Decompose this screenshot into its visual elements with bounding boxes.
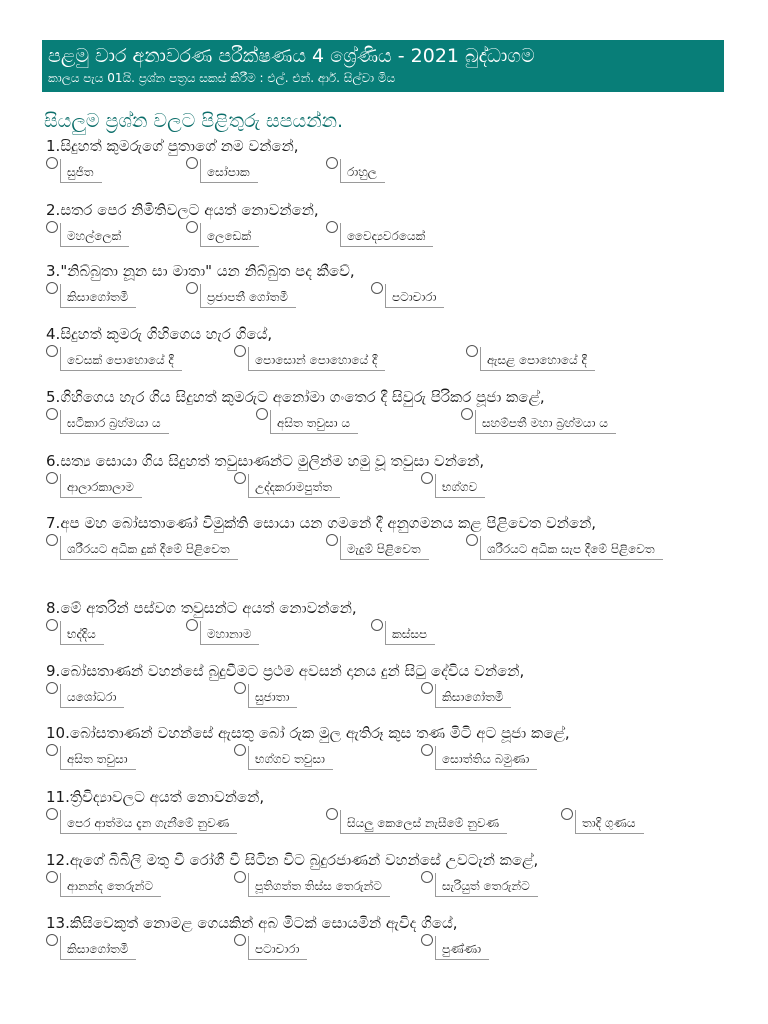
question-11: [46, 786, 736, 836]
question-text: [46, 386, 736, 408]
radio-button[interactable]: [326, 808, 338, 820]
answer-option[interactable]: [186, 223, 259, 247]
question-13: [46, 912, 736, 962]
question-6: [46, 450, 736, 500]
question-8: [46, 597, 736, 647]
option-label: අසිත තවුසා ය: [270, 410, 358, 434]
answer-option[interactable]: [421, 684, 511, 708]
option-label: කිසාගෝතමී: [60, 284, 136, 308]
question-3: [46, 260, 736, 310]
question-text: [46, 597, 736, 619]
option-label: පටාචාරා: [248, 936, 307, 960]
question-number: 4.: [46, 325, 61, 343]
question-body: බෝසතාණන් වහන්සේ ඇසතු බෝ රුක මුල ඇතිරූ කුස තණ මිටි අට පූජා කළේ,: [69, 724, 570, 742]
option-label: ශරීරයට අධික දුක් දීමේ පිළිවෙත: [60, 536, 238, 560]
answer-options: [46, 284, 736, 310]
question-9: [46, 660, 736, 710]
answer-option[interactable]: [421, 746, 537, 770]
answer-option[interactable]: [371, 284, 444, 308]
option-label: උද්දකරාමපුත්ත: [248, 474, 340, 498]
answer-option[interactable]: [186, 621, 259, 645]
option-label: සැරියුත් තෙරුන්ට: [435, 873, 538, 897]
option-label: සුජිත: [60, 159, 102, 183]
option-label: සියලු කෙලෙස් නැසීමේ නුවණ: [340, 810, 507, 834]
option-label: ශරීරයට අධික සැප දීමේ පිළිවෙත: [480, 536, 663, 560]
radio-button[interactable]: [326, 221, 338, 233]
question-text: [46, 135, 736, 157]
option-label: ඝටීකාර බ්‍රහ්මයා ය: [60, 410, 169, 434]
question-number: 5.: [46, 388, 61, 406]
radio-button[interactable]: [421, 744, 433, 756]
answer-option[interactable]: [46, 873, 161, 897]
radio-button[interactable]: [46, 871, 58, 883]
question-body: සිදුහත් කුමරු ගිහිගෙය හැර ගියේ,: [60, 325, 273, 343]
answer-option[interactable]: [46, 746, 136, 770]
question-4: [46, 323, 736, 373]
radio-button[interactable]: [461, 408, 473, 420]
option-label: මහල්ලෙක්: [60, 223, 129, 247]
question-number: 3.: [46, 262, 61, 280]
radio-button[interactable]: [371, 282, 383, 294]
question-body: "නිබ්බුතා නූන සා මාතා" යන නිබ්බුත පද කීවේ,: [60, 262, 355, 280]
question-body: අප මහ බෝසතාණෝ විමුක්ති සොයා යන ගමනේ දී අනුගමනය කළ පිළිවෙත වන්නේ,: [60, 514, 597, 532]
option-label: කිසාගෝතමී: [435, 684, 511, 708]
radio-button[interactable]: [466, 534, 478, 546]
answer-option[interactable]: [46, 474, 142, 498]
radio-button[interactable]: [46, 934, 58, 946]
radio-button[interactable]: [561, 808, 573, 820]
answer-option[interactable]: [421, 474, 485, 498]
option-label: ආලාරකාලාම: [60, 474, 142, 498]
instruction-text: සියලුම ප්‍රශ්න වලට පිළිතුරු සපයන්න.: [44, 110, 344, 132]
answer-options: [46, 621, 736, 647]
option-label: සහම්පතී මහා බ්‍රහ්මයා ය: [475, 410, 616, 434]
answer-option[interactable]: [234, 474, 340, 498]
radio-button[interactable]: [234, 682, 246, 694]
answer-options: [46, 936, 736, 962]
radio-button[interactable]: [46, 534, 58, 546]
question-2: [46, 199, 736, 249]
radio-button[interactable]: [256, 408, 268, 420]
option-label: මැදුම් පිළිවෙත: [340, 536, 429, 560]
answer-option[interactable]: [234, 746, 333, 770]
question-number: 6.: [46, 452, 61, 470]
answer-option[interactable]: [46, 684, 124, 708]
radio-button[interactable]: [466, 345, 478, 357]
radio-button[interactable]: [46, 744, 58, 756]
radio-button[interactable]: [186, 221, 198, 233]
radio-button[interactable]: [234, 472, 246, 484]
question-number: 2.: [46, 201, 61, 219]
answer-option[interactable]: [421, 936, 489, 960]
question-7: [46, 512, 736, 562]
question-text: [46, 199, 736, 221]
question-10: [46, 722, 736, 772]
option-label: සොත්තිය බමුණා: [435, 746, 537, 770]
header-banner: [42, 40, 724, 92]
answer-options: [46, 684, 736, 710]
answer-option[interactable]: [234, 873, 390, 897]
question-number: 1.: [46, 137, 61, 155]
question-number: 10.: [46, 724, 70, 742]
question-text: [46, 912, 736, 934]
question-body: ගිහිගෙය හැර ගිය සිදුහත් කුමරුට අනෝමා ගංතෙර දී සිවුරු පිරිකර පූජා කළේ,: [60, 388, 545, 406]
question-5: [46, 386, 736, 436]
radio-button[interactable]: [46, 345, 58, 357]
answer-option[interactable]: [421, 873, 538, 897]
answer-option[interactable]: [466, 536, 663, 560]
option-label: අසිත තවුසා: [60, 746, 136, 770]
option-label: සෝපාක: [200, 159, 258, 183]
answer-option[interactable]: [46, 284, 136, 308]
option-label: ප්‍රජාපතී ගෝතමී: [200, 284, 296, 308]
question-body: ඇගේ බිබිලි මතු වී රෝගී වී සිටින විට බුදුරජාණන් වහන්සේ උවටැන් කළේ,: [69, 851, 539, 869]
option-label: සුජාතා: [248, 684, 297, 708]
question-number: 11.: [46, 788, 70, 806]
option-label: ලෙඩෙක්: [200, 223, 259, 247]
question-body: සත්‍ය සොයා ගිය සිදුහත් තවුසාණන්ට මුලින්ම හමු වූ තවුසා වන්නේ,: [60, 452, 485, 470]
radio-button[interactable]: [371, 619, 383, 631]
answer-option[interactable]: [256, 410, 358, 434]
option-label: කිසාගෝතමී: [60, 936, 136, 960]
answer-option[interactable]: [46, 159, 102, 183]
answer-option[interactable]: [46, 347, 182, 371]
question-number: 13.: [46, 914, 70, 932]
option-label: ඇසළ පොහොයේ දී: [480, 347, 595, 371]
option-label: පටාචාරා: [385, 284, 444, 308]
answer-option[interactable]: [326, 223, 433, 247]
answer-option[interactable]: [46, 810, 237, 834]
question-number: 9.: [46, 662, 61, 680]
radio-button[interactable]: [46, 808, 58, 820]
option-label: භද්දිය: [60, 621, 104, 645]
radio-button[interactable]: [234, 345, 246, 357]
option-label: කස්සප: [385, 621, 435, 645]
answer-option[interactable]: [234, 684, 297, 708]
exam-title: පළමු වාර අනාවරණ පරීක්ෂණය 4 ශ්‍රේණිය - 2021 බුද්ධාගම: [48, 45, 535, 67]
question-body: කිසිවෙකුත් නොමළ ගෙයකින් අබ මිටක් සොයමින් ඇවිද ගියේ,: [69, 914, 458, 932]
answer-options: [46, 474, 736, 500]
question-number: 12.: [46, 851, 70, 869]
answer-options: [46, 410, 736, 436]
exam-subtitle: කාලය පැය 01යි. ප්‍රශ්න පත්‍රය සකස් කිරීම : එල්. එන්. ආර්. සිල්වා මිය: [48, 71, 396, 85]
answer-option[interactable]: [46, 410, 169, 434]
radio-button[interactable]: [421, 472, 433, 484]
answer-option[interactable]: [326, 159, 385, 183]
radio-button[interactable]: [234, 934, 246, 946]
option-label: පොසොන් පොහොයේ දී: [248, 347, 385, 371]
answer-option[interactable]: [46, 621, 104, 645]
option-label: වෛද්‍යවරයෙක්: [340, 223, 433, 247]
answer-options: [46, 810, 736, 836]
answer-options: [46, 873, 736, 899]
option-label: වෙසක් පොහොයේ දී: [60, 347, 182, 371]
option-label: රාහුල: [340, 159, 385, 183]
radio-button[interactable]: [326, 534, 338, 546]
question-text: [46, 722, 736, 744]
answer-option[interactable]: [234, 347, 385, 371]
radio-button[interactable]: [46, 408, 58, 420]
radio-button[interactable]: [186, 282, 198, 294]
option-label: භග්ගව තවුසා: [248, 746, 333, 770]
option-label: මහානාම: [200, 621, 259, 645]
question-body: ත්‍රිවිද්‍යාවලට අයත් නොවන්නේ,: [69, 788, 265, 806]
radio-button[interactable]: [421, 934, 433, 946]
answer-options: [46, 159, 736, 185]
question-body: බෝසතාණන් වහන්සේ බුදුවීමට ප්‍රථම අවසන් දානය දුන් සිටු දේවිය වන්නේ,: [60, 662, 525, 680]
answer-options: [46, 223, 736, 249]
option-label: පෙර ආත්මය දැන ගැනීමේ නුවණ: [60, 810, 237, 834]
option-label: ආනන්ද තෙරුන්ට: [60, 873, 161, 897]
answer-option[interactable]: [186, 159, 258, 183]
option-label: තාදි ගුණය: [575, 810, 644, 834]
answer-option[interactable]: [466, 347, 595, 371]
radio-button[interactable]: [186, 619, 198, 631]
radio-button[interactable]: [46, 472, 58, 484]
answer-options: [46, 746, 736, 772]
option-label: පුණ්ණා: [435, 936, 489, 960]
question-text: [46, 786, 736, 808]
question-12: [46, 849, 736, 899]
radio-button[interactable]: [326, 157, 338, 169]
radio-button[interactable]: [46, 157, 58, 169]
question-number: 7.: [46, 514, 61, 532]
answer-options: [46, 347, 736, 373]
question-body: මේ අතරින් පස්වග තවුසන්ට අයත් නොවන්නේ,: [60, 599, 357, 617]
question-1: [46, 135, 736, 185]
question-body: සතර පෙර නිමිතිවලට අයත් නොවන්නේ,: [60, 201, 319, 219]
radio-button[interactable]: [186, 157, 198, 169]
radio-button[interactable]: [421, 871, 433, 883]
option-label: යශෝධරා: [60, 684, 124, 708]
question-text: [46, 512, 736, 534]
question-text: [46, 660, 736, 682]
answer-option[interactable]: [371, 621, 435, 645]
question-text: [46, 450, 736, 472]
question-text: [46, 849, 736, 871]
question-body: සිදුහත් කුමරුගේ පුතාගේ නම වන්නේ,: [60, 137, 299, 155]
answer-option[interactable]: [46, 223, 129, 247]
radio-button[interactable]: [234, 871, 246, 883]
answer-option[interactable]: [186, 284, 296, 308]
radio-button[interactable]: [234, 744, 246, 756]
answer-option[interactable]: [326, 536, 429, 560]
question-number: 8.: [46, 599, 61, 617]
question-text: [46, 323, 736, 345]
question-text: [46, 260, 736, 282]
answer-option[interactable]: [46, 936, 136, 960]
answer-option[interactable]: [46, 536, 238, 560]
radio-button[interactable]: [46, 619, 58, 631]
answer-option[interactable]: [561, 810, 644, 834]
option-label: පූතිගත්ත තිස්ස තෙරුන්ට: [248, 873, 390, 897]
answer-option[interactable]: [326, 810, 507, 834]
answer-options: [46, 536, 736, 562]
radio-button[interactable]: [46, 682, 58, 694]
option-label: භග්ගව: [435, 474, 485, 498]
radio-button[interactable]: [46, 282, 58, 294]
radio-button[interactable]: [46, 221, 58, 233]
answer-option[interactable]: [461, 410, 616, 434]
answer-option[interactable]: [234, 936, 307, 960]
radio-button[interactable]: [421, 682, 433, 694]
